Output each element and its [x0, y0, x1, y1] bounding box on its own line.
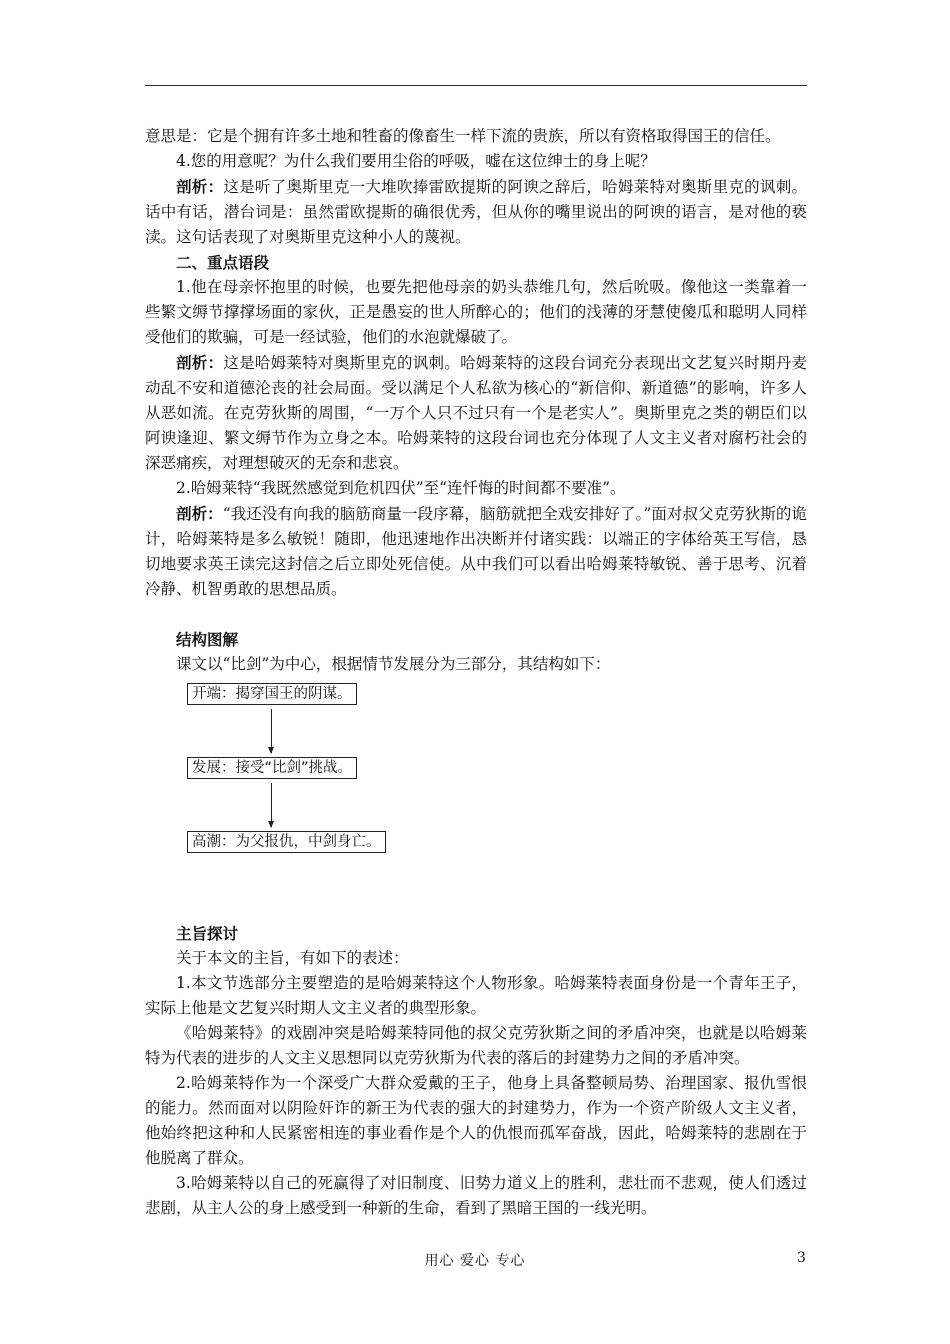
structure-diagram [145, 683, 807, 887]
paragraph: 2.哈姆莱特作为一个深受广大群众爱戴的王子，他身上具备整顿局势、治理国家、报仇雪恨的能力。然而面对以阴险奸诈的新王为代表的强大的封建势力，作为一个资产阶级人文主义者，他始终把这种和人民紧密相连的事业看作是个人的仇恨而孤军奋战，因此，哈姆莱特的悲剧在于他脱离了群众。 [145, 1074, 807, 1167]
section-heading: 结构图解 [176, 630, 239, 649]
analysis-paragraph [145, 174, 807, 250]
analysis-paragraph [145, 501, 807, 602]
paragraph: 1.本文节选部分主要塑造的是哈姆莱特这个人物形象。哈姆莱特表面身份是一个青年王子，实际上他是文艺复兴时期人文主义者的典型形象。 [145, 974, 807, 1017]
analysis-label: 剖析： [176, 504, 223, 523]
diagram-box-development: 发展：接受“比剑”挑战。 [187, 757, 357, 779]
paragraph: 4.您的用意呢？为什么我们要用尘俗的呼吸，嘘在这位绅士的身上呢？ [176, 152, 656, 170]
analysis-label: 剖析： [176, 177, 224, 196]
analysis-label: 剖析： [176, 353, 224, 372]
diagram-box-opening: 开端：揭穿国王的阴谋。 [187, 683, 357, 705]
analysis-text: 这是听了奥斯里克一大堆吹捧雷欧提斯的阿谀之辞后，哈姆莱特对奥斯里克的讽刺。话中有话，潜台词是：虽然雷欧提斯的确很优秀，但从你的嘴里说出的阿谀的语言，是对他的亵渎。这句话表现了对奥斯里克这种小人的蔑视。 [145, 178, 807, 246]
analysis-text: 这是哈姆莱特对奥斯里克的讽刺。哈姆莱特的这段台词充分表现出文艺复兴时期丹麦动乱不安和道德沦丧的社会局面。受以满足个人私欲为核心的“新信仰、新道德”的影响，许多人从恶如流。在克劳狄斯的周围，“一万个人只不过只有一个是老实人”。奥斯里克之类的朝臣们以阿谀逢迎、繁文缛节作为立身之本。哈姆莱特的这段台词也充分体现了人文主义者对腐朽社会的深恶痛疾，对理想破灭的无奈和悲哀。 [145, 354, 807, 472]
down-arrow-icon [271, 783, 272, 827]
analysis-text: “我还没有向我的脑筋商量一段序幕，脑筋就把全戏安排好了。”面对叔父克劳狄斯的诡计，哈姆莱特是多么敏锐！随即，他迅速地作出决断并付诸实践：以端正的字体给英王写信，恳切地要求英王读完这封信之后立即处死信使。从中我们可以看出哈姆莱特敏锐、善于思考、沉着冷静、机智勇敢的思想品质。 [145, 505, 807, 598]
paragraph: 关于本文的主旨，有如下的表述： [176, 949, 409, 967]
section-heading: 主旨探讨 [176, 924, 239, 943]
spacer [145, 602, 807, 627]
page-number: 3 [797, 1250, 806, 1266]
section-heading: 二、重点语段 [176, 253, 270, 272]
paragraph: 3.哈姆莱特以自己的死赢得了对旧制度、旧势力道义上的胜利，悲壮而不悲观，使人们透过悲剧，从主人公的身上感受到一种新的生命，看到了黑暗王国的一线光明。 [145, 1174, 807, 1217]
diagram-box-climax: 高潮：为父报仇，中剑身亡。 [187, 831, 386, 853]
paragraph: 课文以“比剑”为中心，根据情节发展分为三部分，其结构如下： [176, 655, 611, 673]
header-rule [145, 85, 807, 86]
paragraph: 意思是：它是个拥有许多土地和牲畜的像畜生一样下流的贵族，所以有资格取得国王的信任。 [145, 127, 781, 145]
down-arrow-icon [271, 709, 272, 753]
paragraph: 1.他在母亲怀抱里的时候，也要先把他母亲的奶头恭维几句，然后吮吸。像他这一类靠着一些繁文缛节撑撑场面的家伙，正是愚妄的世人所醉心的；他们的浅薄的牙慧使傻瓜和聪明人同样受他们的欺骗，可是一经试验，他们的水泡就爆破了。 [145, 278, 807, 346]
paragraph: 《哈姆莱特》的戏剧冲突是哈姆莱特同他的叔父克劳狄斯之间的矛盾冲突，也就是以哈姆莱特为代表的进步的人文主义思想同以克劳狄斯为代表的落后的封建势力之间的矛盾冲突。 [145, 1024, 807, 1067]
analysis-paragraph [145, 350, 807, 476]
document-body [145, 124, 807, 1221]
footer-slogan: 用心 爱心 专心 [424, 1253, 526, 1269]
paragraph: 2.哈姆莱特“我既然感觉到危机四伏”至“连忏悔的时间都不要准”。 [176, 479, 626, 497]
